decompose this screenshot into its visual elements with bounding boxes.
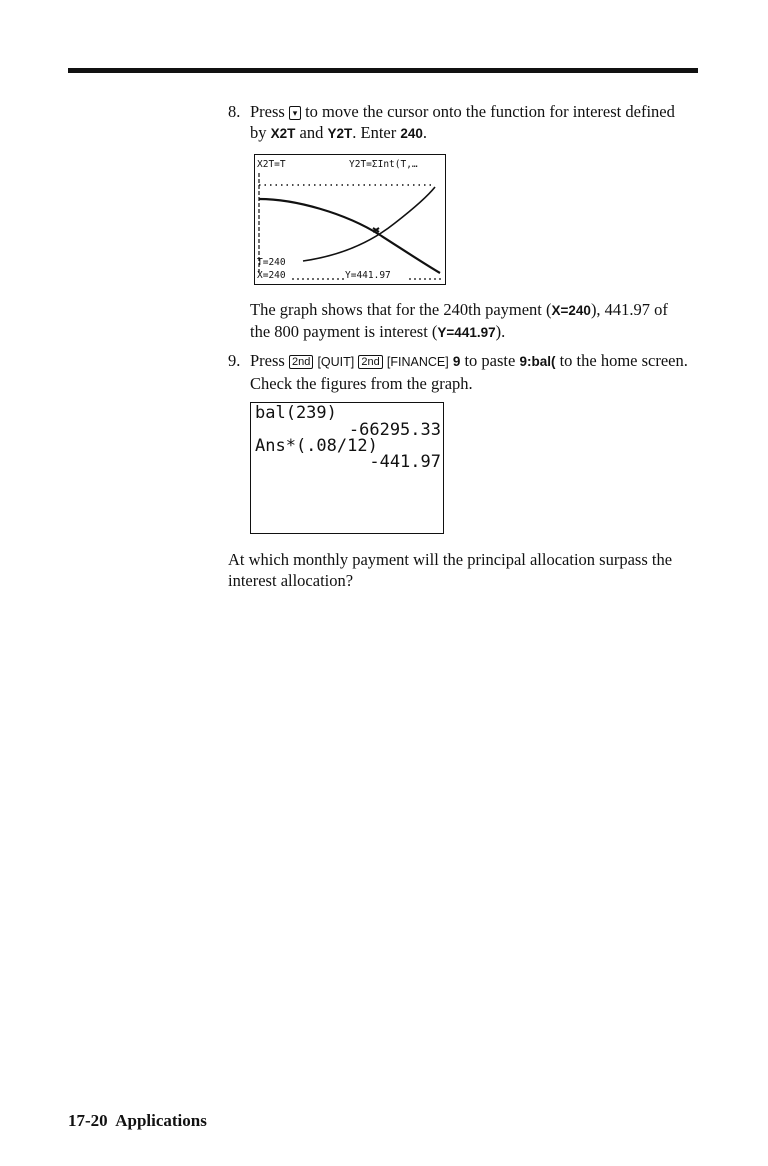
step-number: 8. (228, 102, 241, 121)
y2t-variable: Y2T (327, 126, 353, 141)
x-value: X=240 (551, 303, 591, 318)
home-line-1: bal(239) (255, 403, 337, 423)
graph-note: The graph shows that for the 240th payment (X=240), 441.97 of the 800 payment is interest (Y=441.97). (250, 300, 668, 341)
trace-x-readout: X=240 (257, 270, 286, 281)
quit-label: [QUIT] (317, 355, 355, 369)
home-screen (250, 402, 444, 534)
down-arrow-key-icon: ▾ (289, 106, 301, 120)
graph-plot (255, 155, 445, 284)
step-8: 8. Press ▾ to move the cursor onto the function for interest defined by X2T and Y2T. Enter 240. (228, 102, 675, 142)
finance-label: [FINANCE] (386, 355, 449, 369)
y-value: Y=441.97 (437, 325, 496, 340)
home-line-3: Ans*(.08/12) (255, 436, 378, 456)
2nd-key-icon: 2nd (289, 355, 313, 369)
2nd-key-icon-b: 2nd (358, 355, 382, 369)
home-line-2: -66295.33 (348, 420, 441, 440)
graph-screen (254, 154, 446, 285)
graph-top-right-label: Y2T=ΣInt(T,… (349, 159, 418, 170)
step-9: 9. Press 2nd [QUIT] 2nd [FINANCE] 9 to paste 9:bal( to the home screen. Check the figures from the graph. (228, 351, 688, 393)
key-nine: 9 (452, 354, 461, 369)
bal-function: 9:bal( (519, 354, 556, 369)
principal-curve (259, 199, 440, 273)
header-rule (68, 68, 698, 73)
x2t-variable: X2T (270, 126, 296, 141)
step-number: 9. (228, 351, 241, 370)
trace-y-readout: Y=441.97 (345, 270, 391, 281)
question-text: At which monthly payment will the principal allocation surpass the interest allocation? (228, 550, 673, 590)
graph-top-left-label: X2T=T (257, 159, 286, 170)
enter-value: 240 (400, 126, 423, 141)
home-line-4: -441.97 (369, 452, 441, 472)
trace-t-readout: T=240 (257, 257, 286, 268)
interest-curve (303, 187, 435, 261)
page-footer: 17-20 Applications (68, 1111, 207, 1130)
